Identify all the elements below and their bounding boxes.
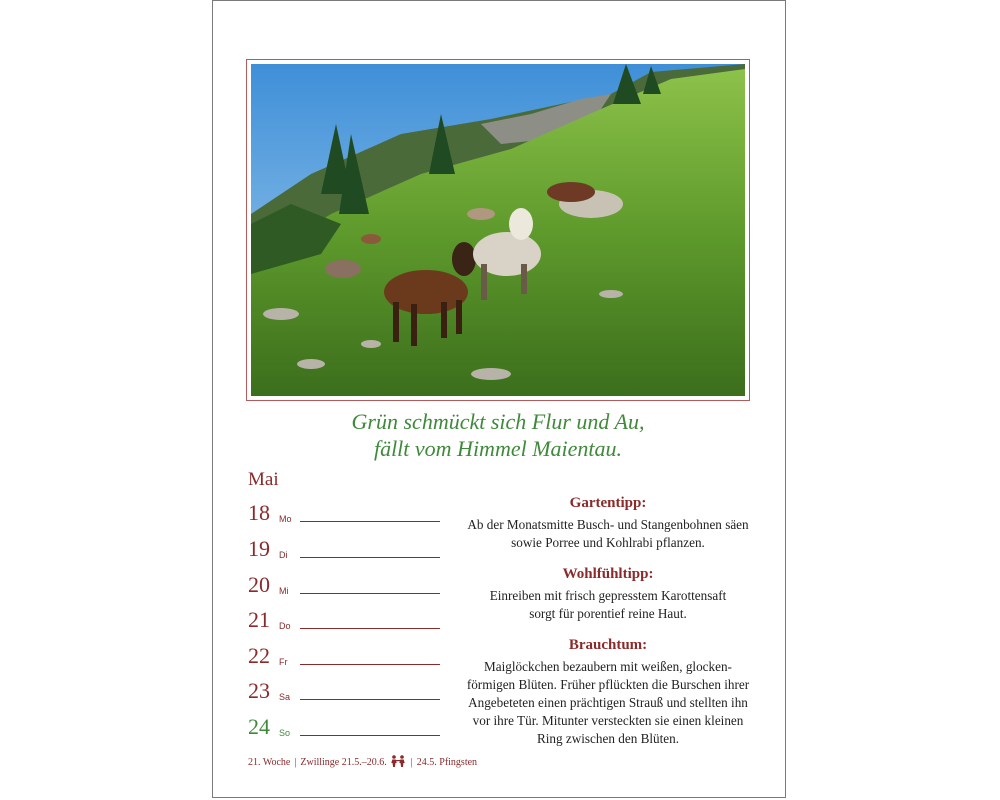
tip-line: Ab der Monatsmitte Busch- und Stangenbohnen säen bbox=[467, 517, 749, 532]
separator: | bbox=[294, 757, 297, 768]
tip-body bbox=[450, 658, 766, 748]
tip-body bbox=[450, 516, 766, 552]
holiday: 24.5. Pfingsten bbox=[416, 757, 478, 768]
weekday-abbr: Mo bbox=[279, 514, 292, 524]
note-line bbox=[300, 664, 440, 665]
tip-heading: Wohlfühltipp: bbox=[562, 566, 654, 582]
tip-line: Ring zwischen den Blüten. bbox=[536, 731, 680, 746]
note-line bbox=[300, 593, 440, 594]
day-number: 22 bbox=[248, 643, 270, 668]
weekday-abbr: Do bbox=[279, 621, 291, 631]
tip-line: Maiglöckchen bezaubern mit weißen, glocken- bbox=[484, 659, 732, 674]
day-number: 18 bbox=[248, 500, 270, 525]
weekday-abbr: Mi bbox=[279, 586, 289, 596]
day-row bbox=[248, 533, 440, 561]
tip-heading: Brauchtum: bbox=[568, 637, 648, 653]
weekday-abbr: Di bbox=[279, 550, 288, 560]
weekday-abbr: Fr bbox=[279, 657, 288, 667]
tip-heading: Gartentipp: bbox=[569, 495, 647, 511]
day-row-sunday bbox=[248, 711, 440, 739]
tip-line: förmigen Blüten. Früher pflückten die Burschen ihrer bbox=[466, 677, 750, 692]
tip-line: Einreiben mit frisch gepresstem Karottensaft bbox=[489, 588, 727, 603]
photo-frame bbox=[246, 59, 750, 401]
tip-line: sorgt für porentief reine Haut. bbox=[529, 606, 687, 621]
day-row bbox=[248, 604, 440, 632]
tip-line: Angebeteten einen prächtigen Strauß und stellten ihn bbox=[468, 695, 748, 710]
day-row bbox=[248, 640, 440, 668]
goats-mountain-photo bbox=[251, 64, 745, 396]
garden-tip bbox=[450, 494, 766, 552]
tips-column bbox=[450, 494, 766, 761]
day-number: 19 bbox=[248, 536, 270, 561]
day-row bbox=[248, 497, 440, 525]
tip-line: sowie Porree und Kohlrabi pflanzen. bbox=[511, 535, 705, 550]
quote-line-2: fällt vom Himmel Maientau. bbox=[373, 436, 623, 461]
day-row bbox=[248, 675, 440, 703]
wellness-tip bbox=[450, 565, 766, 623]
note-line bbox=[300, 628, 440, 629]
note-line bbox=[300, 521, 440, 522]
day-number: 20 bbox=[248, 572, 270, 597]
day-number: 21 bbox=[248, 607, 270, 632]
day-row bbox=[248, 569, 440, 597]
weekday-abbr: So bbox=[279, 728, 291, 738]
note-line bbox=[300, 735, 440, 736]
zodiac-sign: Zwillinge 21.5.–20.6. bbox=[300, 757, 387, 768]
poem-quote bbox=[246, 408, 750, 462]
gemini-twins-icon bbox=[389, 755, 407, 770]
weekday-abbr: Sa bbox=[279, 692, 291, 702]
day-number: 24 bbox=[248, 714, 270, 739]
day-number: 23 bbox=[248, 678, 270, 703]
separator: | bbox=[410, 757, 413, 768]
month-label: Mai bbox=[248, 469, 279, 490]
tip-line: vor ihre Tür. Mitunter versteckten sie einen kleinen bbox=[472, 713, 744, 728]
note-line bbox=[300, 699, 440, 700]
footer-info bbox=[248, 755, 477, 770]
tip-body bbox=[450, 587, 766, 623]
note-line bbox=[300, 557, 440, 558]
quote-line-1: Grün schmückt sich Flur und Au, bbox=[351, 409, 645, 434]
custom-tip bbox=[450, 636, 766, 748]
week-number: 21. Woche bbox=[248, 757, 291, 768]
